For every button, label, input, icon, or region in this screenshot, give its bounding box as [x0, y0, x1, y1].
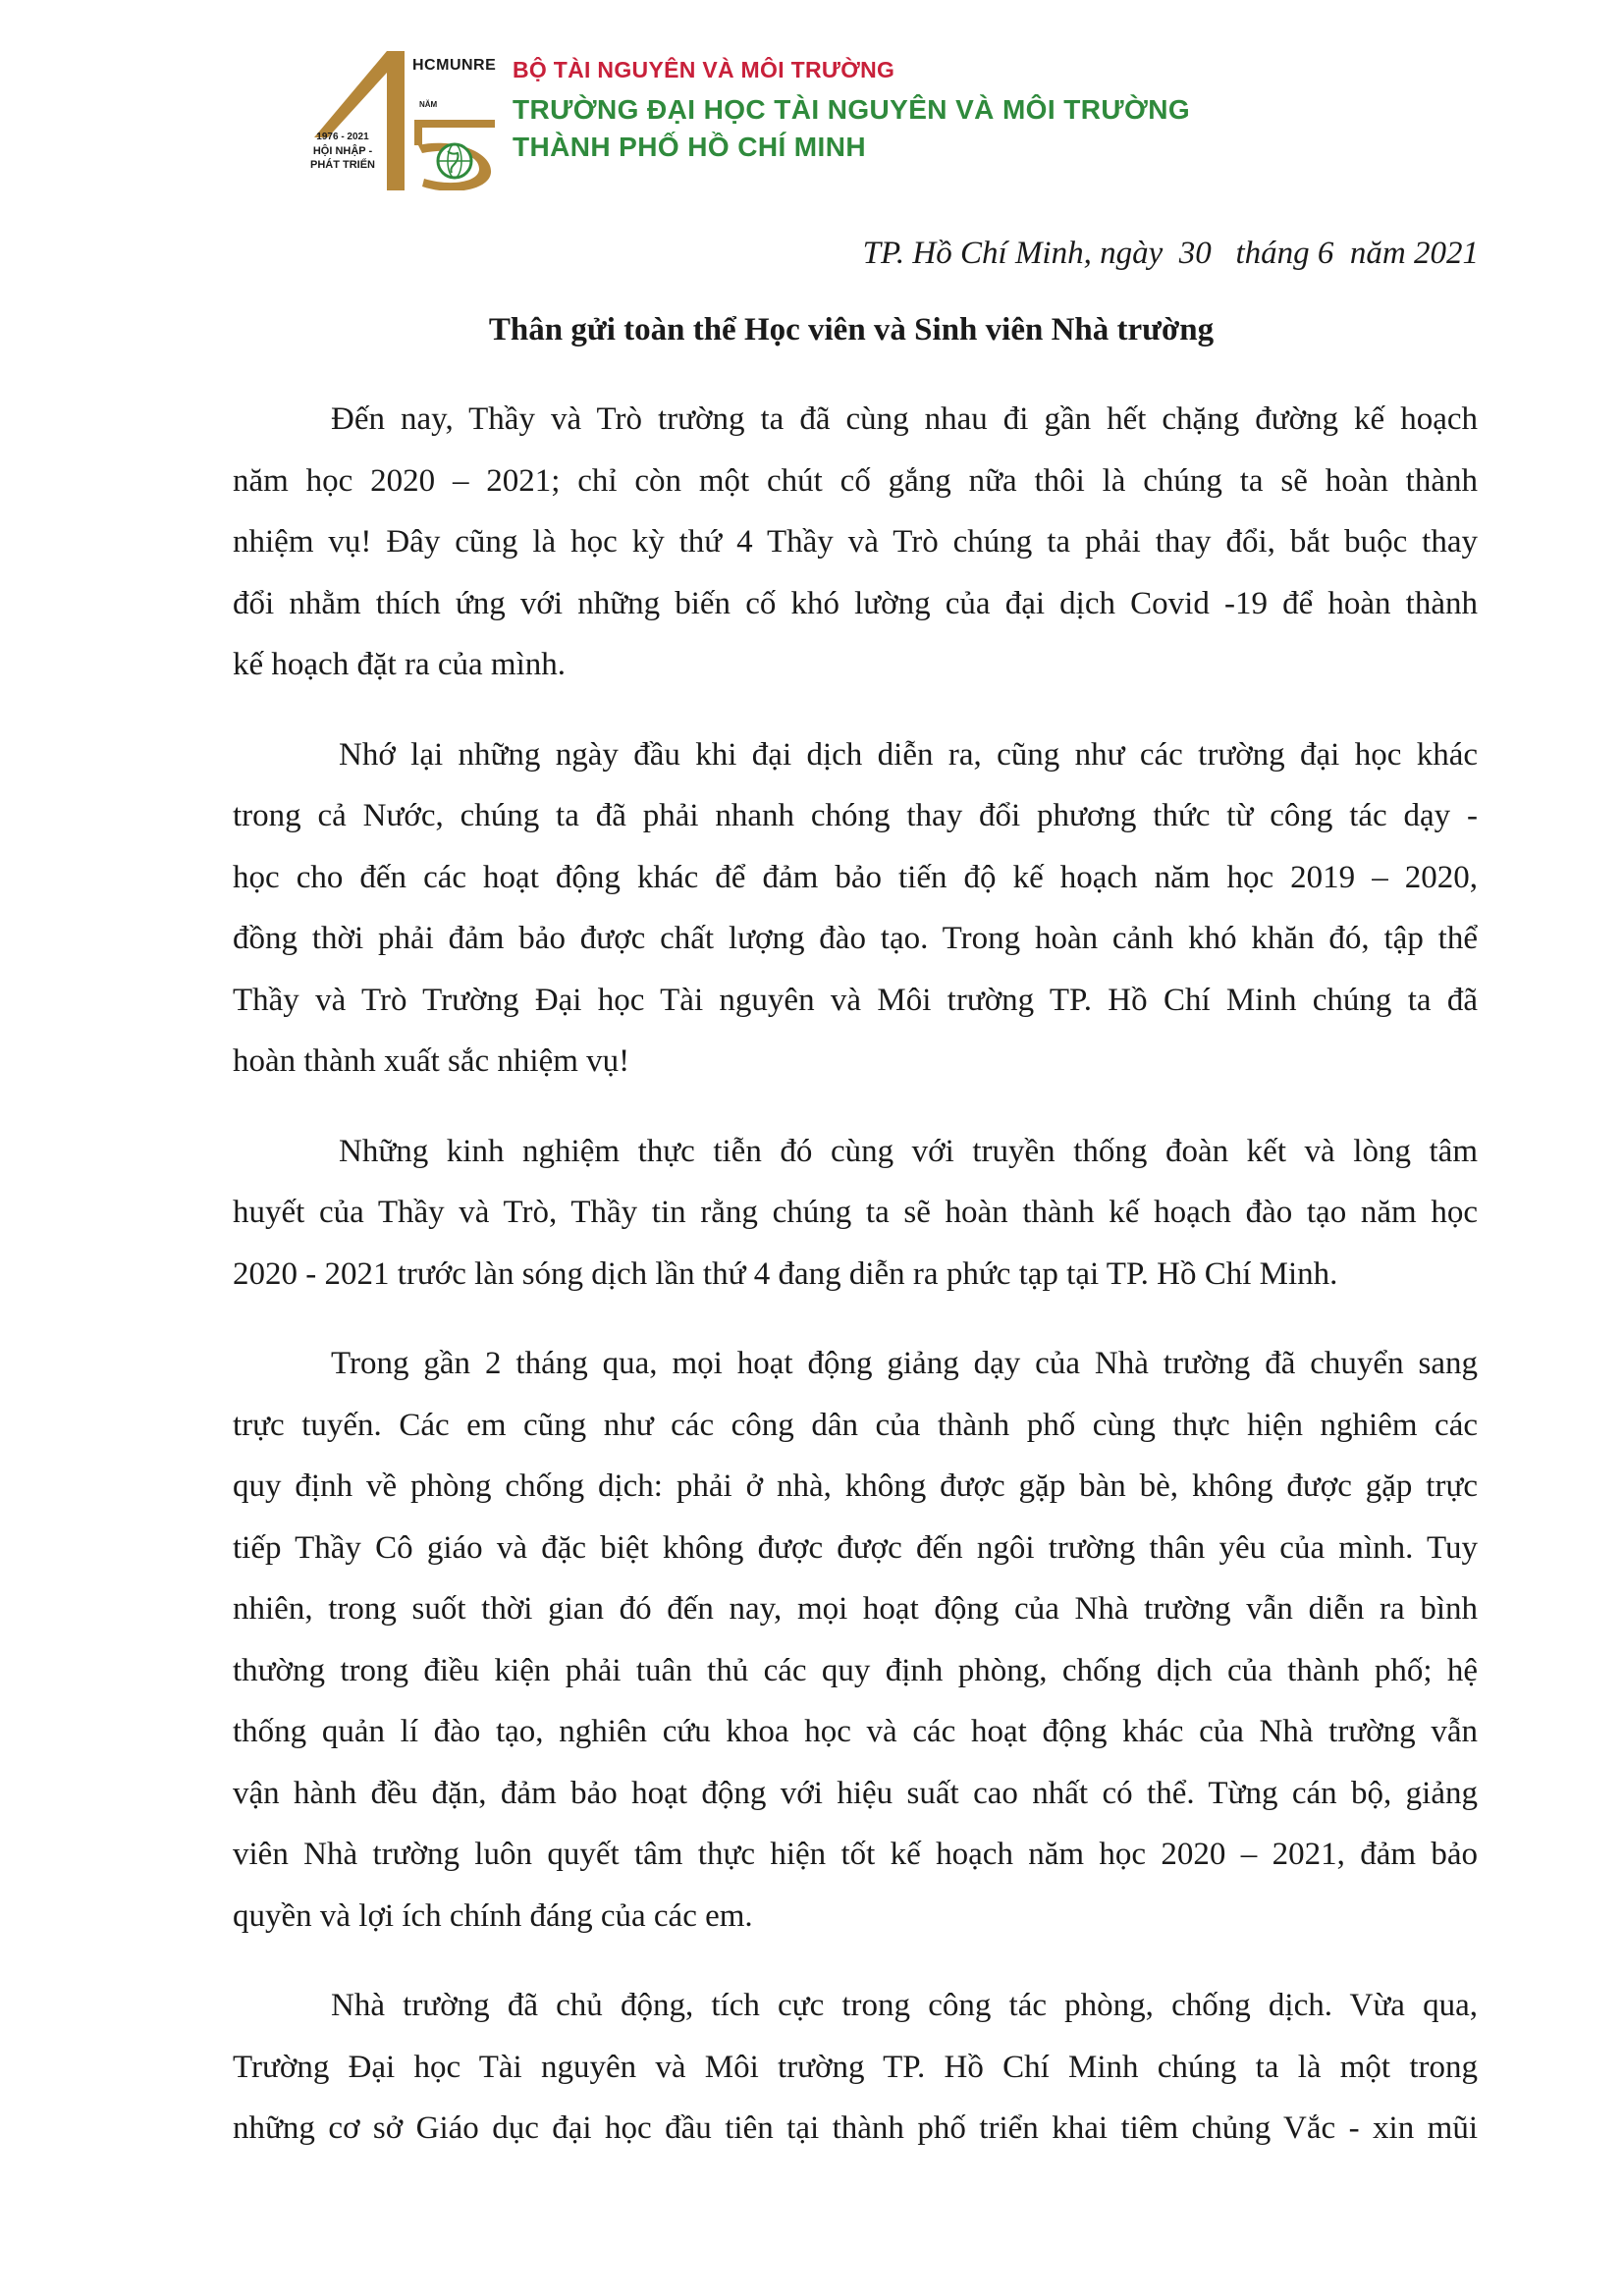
university-logo — [285, 43, 520, 190]
paragraph-4 — [233, 1333, 1478, 1947]
logo-motto-line-1: HỘI NHẬP - — [312, 145, 373, 157]
text-line: thống quản lí đào tạo, nghiên cứu khoa học và các hoạt động khác của Nhà trường vẫn — [233, 1714, 1478, 1749]
ministry-name: BỘ TÀI NGUYÊN VÀ MÔI TRƯỜNG — [513, 57, 895, 82]
text-line: thường trong điều kiện phải tuân thủ các quy định phòng, chống dịch của thành phố; hệ — [233, 1652, 1478, 1688]
paragraph-1 — [233, 389, 1478, 696]
logo-unit: NĂM — [419, 100, 438, 109]
text-line: hoàn thành xuất sắc nhiệm vụ! — [233, 1043, 630, 1079]
text-line: Trường Đại học Tài nguyên và Môi trường TP. Hồ Chí Minh chúng ta là một trong — [233, 2049, 1478, 2085]
text-line: Nhà trường đã chủ động, tích cực trong công tác phòng, chống dịch. Vừa qua, — [331, 1988, 1478, 2023]
text-line: huyết của Thầy và Trò, Thầy tin rằng chúng ta sẽ hoàn thành kế hoạch đào tạo năm học — [233, 1195, 1478, 1230]
text-line: Nhớ lại những ngày đầu khi đại dịch diễn ra, cũng như các trường đại học khác — [339, 736, 1478, 773]
text-line: quy định về phòng chống dịch: phải ở nhà, không được gặp bàn bè, không được gặp trực — [233, 1468, 1478, 1504]
text-line: viên Nhà trường luôn quyết tâm thực hiện tốt kế hoạch năm học 2020 – 2021, đảm bảo — [233, 1837, 1478, 1872]
paragraph-2 — [233, 724, 1478, 1093]
text-line: nhiên, trong suốt thời gian đó đến nay, mọi hoạt động của Nhà trường vẫn diễn ra bình — [233, 1591, 1478, 1627]
text-line: những cơ sở Giáo dục đại học đầu tiên tại thành phố triển khai tiêm chủng Vắc - xin mũi — [233, 2110, 1478, 2146]
logo-abbreviation: HCMUNRE — [412, 57, 497, 74]
text-line: kế hoạch đặt ra của mình. — [233, 647, 567, 682]
text-line: trực tuyến. Các em cũng như các công dân của thành phố cùng thực hiện nghiêm các — [233, 1407, 1478, 1443]
text-line: tiếp Thầy Cô giáo và đặc biệt không được được đến ngôi trường thân yêu của mình. Tuy — [233, 1529, 1478, 1566]
text-line: Đến nay, Thầy và Trò trường ta đã cùng nhau đi gần hết chặng đường kế hoạch — [331, 401, 1478, 437]
text-line: trong cả Nước, chúng ta đã phải nhanh chóng thay đổi phương thức từ công tác dạy - — [233, 798, 1478, 833]
letter-body — [233, 389, 1478, 2188]
letter-title: Thân gửi toàn thể Học viên và Sinh viên Nhà trường — [488, 312, 1215, 347]
text-line: Thầy và Trò Trường Đại học Tài nguyên và Môi trường TP. Hồ Chí Minh chúng ta đã — [233, 982, 1478, 1018]
text-line: vận hành đều đặn, đảm bảo hoạt động với hiệu suất cao nhất có thể. Từng cán bộ, giảng — [233, 1775, 1478, 1811]
logo-motto-line-2: PHÁT TRIỂN — [310, 159, 375, 171]
letterhead — [285, 43, 1365, 200]
text-line: quyền và lợi ích chính đáng của các em. — [233, 1897, 753, 1934]
organization-name — [513, 51, 1190, 164]
date-line: TP. Hồ Chí Minh, ngày 30 tháng 6 năm 2021 — [862, 236, 1479, 271]
text-line: nhiệm vụ! Đây cũng là học kỳ thứ 4 Thầy và Trò chúng ta phải thay đổi, bắt buộc thay — [233, 524, 1478, 560]
paragraph-3 — [233, 1121, 1478, 1306]
text-line: Những kinh nghiệm thực tiễn đó cùng với truyền thống đoàn kết và lòng tâm — [339, 1133, 1478, 1169]
text-line: đổi nhằm thích ứng với những biến cố khó lường của đại dịch Covid -19 để hoàn thành — [233, 585, 1478, 621]
school-name: TRƯỜNG ĐẠI HỌC TÀI NGUYÊN VÀ MÔI TRƯỜNG — [513, 94, 1191, 125]
text-line: năm học 2020 – 2021; chỉ còn một chút cố gắng nữa thôi là chúng ta sẽ hoàn thành — [233, 462, 1478, 499]
text-line: 2020 - 2021 trước làn sóng dịch lần thứ 4 đang diễn ra phức tạp tại TP. Hồ Chí Minh. — [233, 1255, 1338, 1292]
text-line: học cho đến các hoạt động khác để đảm bảo tiến độ kế hoạch năm học 2019 – 2020, — [233, 859, 1478, 895]
school-city: THÀNH PHỐ HỒ CHÍ MINH — [513, 132, 866, 162]
text-line: đồng thời phải đảm bảo được chất lượng đào tạo. Trong hoàn cảnh khó khăn đó, tập thể — [233, 921, 1478, 956]
text-line: Trong gần 2 tháng qua, mọi hoạt động giảng dạy của Nhà trường đã chuyển sang — [331, 1346, 1478, 1381]
logo-years: 1976 - 2021 — [316, 132, 369, 142]
paragraph-5 — [233, 1975, 1478, 2160]
